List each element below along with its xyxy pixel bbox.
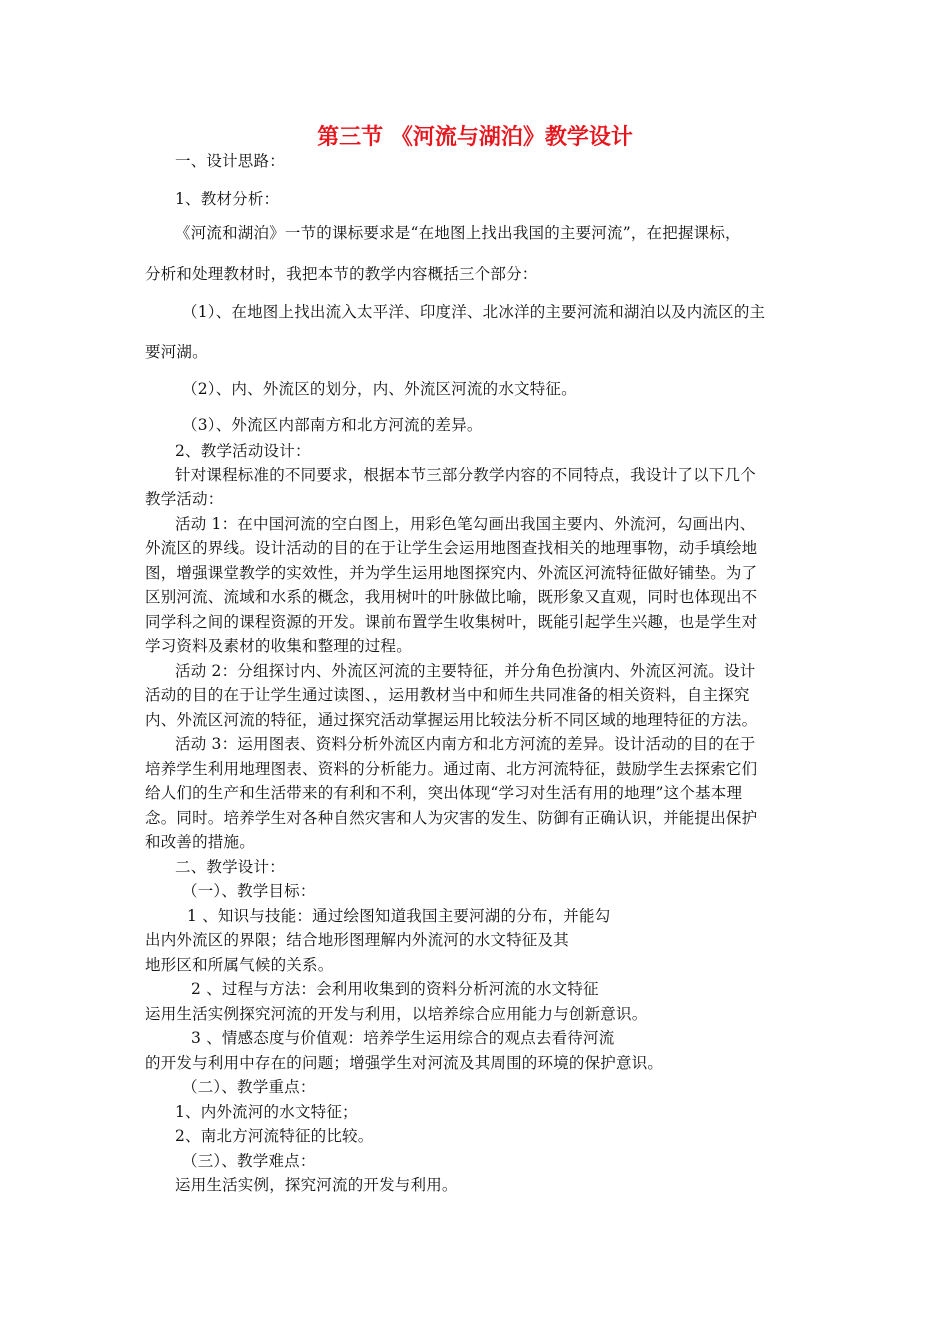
document-title: 第三节 《河流与湖泊》教学设计 <box>317 125 633 150</box>
text-line: 外流区的界线。设计活动的目的在于让学生会运用地图查找相关的地理事物，动手填绘地 <box>145 539 758 557</box>
text-line: 图，增强课堂教学的实效性，并为学生运用地图探究内、外流区河流特征做好铺垫。为了 <box>145 564 758 582</box>
text-line: （二）、教学重点： <box>182 1078 316 1096</box>
text-line: 活动的目的在于让学生通过读图、，运用教材当中和师生共同准备的相关资料，自主探究 <box>145 686 750 704</box>
text-line: 分析和处理教材时，我把本节的教学内容概括三个部分： <box>145 265 538 283</box>
text-line: 活动 2：分组探讨内、外流区河流的主要特征，并分角色扮演内、外流区河流。设计 <box>175 662 756 680</box>
text-line: 内、外流区河流的特征，通过探究活动掌握运用比较法分析不同区域的地理特征的方法。 <box>145 711 758 729</box>
text-line: 的开发与利用中存在的问题；增强学生对河流及其周围的环境的保护意识。 <box>145 1054 664 1072</box>
text-line: 要河湖。 <box>145 343 208 361</box>
text-line: 1、内外流河的水文特征； <box>175 1103 358 1121</box>
text-line: （1）、在地图上找出流入太平洋、印度洋、北冰洋的主要河流和湖泊以及内流区的主 <box>182 303 766 321</box>
text-line: （3）、外流区内部南方和北方河流的差异。 <box>182 416 483 434</box>
text-line: （三）、教学难点： <box>182 1152 316 1170</box>
text-line: 和改善的措施。 <box>145 833 255 851</box>
text-line: 地形区和所属气候的关系。 <box>145 956 334 974</box>
text-line: （一）、教学目标： <box>182 882 316 900</box>
text-line: 念。同时。培养学生对各种自然灾害和人为灾害的发生、防御有正确认识，并能提出保护 <box>145 809 758 827</box>
text-line: 1、教材分析： <box>175 190 280 208</box>
text-line: 运用生活实例探究河流的开发与利用，以培养综合应用能力与创新意识。 <box>145 1005 648 1023</box>
text-line: 一、设计思路： <box>175 152 285 170</box>
text-line: 给人们的生产和生活带来的有利和不利，突出体现“学习对生活有用的地理”这个基本理 <box>145 784 743 802</box>
text-line: 二、教学设计： <box>175 858 285 876</box>
text-line: 1 、知识与技能：通过绘图知道我国主要河湖的分布，并能勾 <box>187 907 611 925</box>
text-line: 培养学生利用地理图表、资料的分析能力。通过南、北方河流特征，鼓励学生去探索它们 <box>145 760 758 778</box>
text-line: 2、南北方河流特征的比较。 <box>175 1127 374 1145</box>
text-line: 出内外流区的界限；结合地形图理解内外流河的水文特征及其 <box>145 931 569 949</box>
text-line: 活动 3：运用图表、资料分析外流区内南方和北方河流的差异。设计活动的目的在于 <box>175 735 756 753</box>
text-line: 《河流和湖泊》一节的课标要求是“在地图上找出我国的主要河流”，在把握课标， <box>175 224 741 242</box>
text-line: 3 、情感态度与价值观：培养学生运用综合的观点去看待河流 <box>191 1029 615 1047</box>
text-line: 针对课程标准的不同要求，根据本节三部分教学内容的不同特点，我设计了以下几个 <box>175 466 756 484</box>
text-line: 学习资料及素材的收集和整理的过程。 <box>145 637 412 655</box>
text-line: （2）、内、外流区的划分，内、外流区河流的水文特征。 <box>182 380 577 398</box>
text-line: 2、教学活动设计： <box>175 442 311 460</box>
text-line: 区别河流、流域和水系的概念，我用树叶的叶脉做比喻，既形象又直观，同时也体现出不 <box>145 588 758 606</box>
text-line: 活动 1：在中国河流的空白图上，用彩色笔勾画出我国主要内、外流河，勾画出内、 <box>175 515 756 533</box>
text-line: 同学科之间的课程资源的开发。课前布置学生收集树叶，既能引起学生兴趣，也是学生对 <box>145 613 758 631</box>
text-line: 运用生活实例，探究河流的开发与利用。 <box>175 1176 458 1194</box>
text-line: 教学活动： <box>145 490 224 508</box>
text-line: 2 、过程与方法：会利用收集到的资料分析河流的水文特征 <box>191 980 599 998</box>
